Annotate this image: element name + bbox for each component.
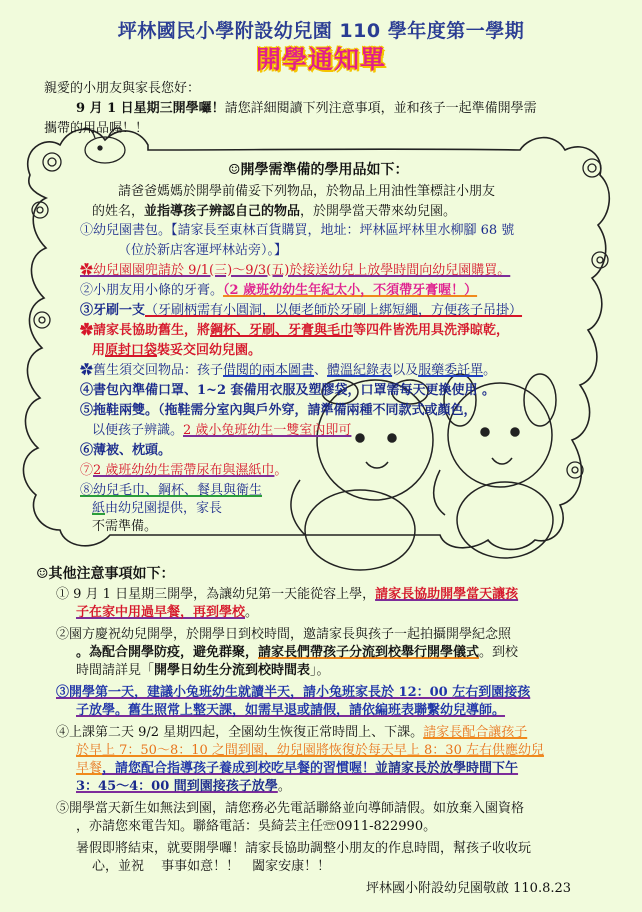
note-text: 。 [245, 605, 259, 620]
item-text: 等四件皆洗用具洗淨晾乾， [353, 323, 510, 338]
note-emphasis: 早餐 [76, 761, 103, 776]
note-text: 時間請詳見「 [76, 663, 155, 678]
note-text: 。為配合開學防疫，避免群聚， [76, 645, 259, 660]
item-emphasis: 2 歲班幼幼生需帶尿布與濕紙巾 [93, 463, 275, 478]
supply-item-wash-2 [92, 342, 261, 359]
note-emphasis: 請家長協助開學當天讓孩 [375, 587, 519, 602]
note-4-line-1 [56, 724, 527, 741]
item-text: ⑦ [80, 463, 94, 478]
supply-item-mask: ④書包內準備口罩、1~2 套備用衣服及塑膠袋，口罩需每天更換使用 。 [80, 383, 496, 398]
note-2-line-1: ②園方慶祝幼兒開學，於開學日到校時間，邀請家長與孩子一起拍攝開學紀念照 [56, 627, 512, 642]
note-2-line-2 [76, 644, 518, 661]
swirl-flower-right [567, 159, 608, 478]
salutation: 親愛的小朋友與家長您好： [44, 81, 201, 96]
intro-part: ，於開學當天帶來幼兒園。 [300, 204, 457, 219]
item-text: ②小朋友用小條的牙膏。 [80, 283, 224, 298]
item-text: ③牙刷一支 [80, 303, 146, 318]
note-4-line-3 [76, 760, 518, 777]
item-text: 、 [314, 363, 328, 378]
item-note: （2 歲班幼幼生年紀太小，不須帶牙膏喔！） [223, 283, 478, 298]
item-note: 2 歲小兔班幼生一雙室內即可 [183, 423, 352, 438]
supply-item-return [80, 362, 496, 379]
item-text: 用 [92, 343, 106, 358]
item-note: （牙刷柄需有小圓洞，以便老師於牙刷上綁短繩，方便孩子吊掛） [145, 303, 523, 318]
supply-item-bedding: ⑥薄被、枕頭。 [80, 443, 172, 458]
item-text: 。 [274, 463, 288, 478]
supply-item-toothpaste [80, 282, 477, 299]
note-4-line-4 [76, 778, 291, 795]
item-text: ✿請家長協助舊生，將 [80, 323, 211, 338]
supplies-intro-2 [92, 203, 456, 220]
notice-heading: 開學通知單 [255, 45, 386, 74]
item-text: ✿舊生須交回物品：孩子 [80, 363, 224, 378]
item-text: 以及 [392, 363, 419, 378]
supplies-heading: ☺開學需準備的學用品如下： [228, 162, 409, 178]
note-text: ④上課第二天 9/2 星期四起，全園幼生恢復正常時間上、下課。 [56, 725, 424, 740]
signature: 坪林國小附設幼兒園敬啟 110.8.23 [366, 881, 572, 896]
intro-line [76, 100, 537, 117]
note-text: 」。 [310, 663, 330, 678]
note-3-line-2: 子放學。舊生照常上整天課，如需早退或請假，請依編班表聯繫幼兒導師。 [76, 703, 506, 718]
note-emphasis: 請家長配合讓孩子 [423, 725, 528, 740]
supplies-intro-1: 請爸爸媽媽於開學前備妥下列物品，於物品上用油性筆標註小朋友 [118, 184, 496, 199]
note-emphasis: 請家長們帶孩子分流到校舉行開學儀式 [258, 645, 480, 660]
intro-text: 請您詳細閱讀下列注意事項，並和孩子一起準備開學需 [224, 101, 537, 116]
note-text: ① 9 月 1 日星期三開學，為讓幼兒第一天能從容上學， [56, 587, 376, 602]
page-title: 坪林國民小學附設幼兒園 110 學年度第一學期 [117, 20, 525, 42]
supply-item-provided-2 [92, 500, 222, 517]
item-emphasis: 體溫紀錄表 [327, 363, 393, 378]
note-text: 。 [277, 779, 291, 794]
supply-item-bib: ✿幼兒園園兜請於 9/1(三)～9/3(五)於接送幼兒上放學時間向幼兒園購買。 [80, 263, 511, 278]
supply-item-slippers: ⑤拖鞋兩雙。（拖鞋需分室內與戶外穿，請準備兩種不同款式或顏色， [80, 403, 477, 418]
closing-line-1: 暑假即將結束，就要開學囉！請家長協助調整小朋友的作息時間，幫孩子收收玩 [76, 841, 532, 856]
item-text: 紙 [92, 501, 106, 516]
note-1-line-1 [56, 586, 518, 603]
closing-line-2: 心，並祝 事事如意！！ 闔家安康！！ [92, 859, 331, 874]
intro-line-2: 攜帶的用品喔！！ [44, 121, 149, 136]
intro-part: 的姓名， [92, 204, 145, 219]
supply-item-bag: ①幼兒園書包。【請家長至東林百貨購買，地址：坪林區坪林里水柳腳 68 號 [80, 223, 515, 238]
note-emphasis: 3：45～4：00 間到園接孩子放學 [76, 779, 278, 794]
intro-emphasis: 並指導孩子辨認自己的物品 [144, 204, 301, 219]
item-text: 裝妥交回幼兒園。 [157, 343, 262, 358]
item-text: 由幼兒園提供，家長 [105, 501, 223, 516]
note-emphasis: 開學日幼生分流到校時間表 [154, 663, 311, 678]
item-emphasis: 鋼杯、牙刷、牙膏與毛巾 [210, 323, 354, 338]
supply-item-slippers-note [92, 422, 351, 439]
note-1-line-2 [76, 604, 258, 621]
note-emphasis: 並請家長於放學時間下午 [375, 761, 519, 776]
supply-item-provided-3: 不需準備。 [92, 519, 158, 534]
supply-item-wash [80, 322, 509, 339]
supply-item-provided: ⑧幼兒毛巾、鋼杯、餐具與衛生 [80, 483, 263, 498]
supply-item-toothbrush [80, 302, 522, 319]
note-emphasis: 子在家中用過早餐，再到學校 [76, 605, 246, 620]
item-text: 以便孩子辨識。 [92, 423, 184, 438]
supply-item-diapers [80, 462, 287, 479]
item-emphasis: 借閱的兩本圖書 [223, 363, 315, 378]
item-emphasis: 原封口袋 [105, 343, 158, 358]
note-3-line-1: ③開學第一天，建議小兔班幼生就讀半天，請小兔班家長於 12：00 左右到園接孩 [56, 685, 531, 700]
note-2-line-3 [76, 662, 330, 679]
item-text: 。 [483, 363, 497, 378]
item-emphasis: 服藥委託單 [418, 363, 484, 378]
note-text: 。到校 [479, 645, 519, 660]
note-4-line-2: 於早上 7：50～8：10 之間到園，幼兒園將恢復於每天早上 8：30 左右供應幼兒 [76, 743, 544, 758]
note-5-line-1: ⑤開學當天新生如無法到園，請您務必先電話聯絡並向導師請假。如放棄入園資格 [56, 801, 525, 816]
notes-heading: ☺其他注意事項如下： [36, 566, 175, 582]
supply-item-bag-note: （位於新店客運坪林站旁）。】 [118, 243, 288, 258]
note-5-line-2: ，亦請您來電告知。聯絡電話：吳綺芸主任☏0911-822990。 [76, 819, 437, 834]
opening-date: 9 月 1 日星期三開學囉！ [76, 101, 225, 116]
note-emphasis: ，請您配合指導孩子養成到校吃早餐的習慣喔！ [102, 761, 376, 776]
